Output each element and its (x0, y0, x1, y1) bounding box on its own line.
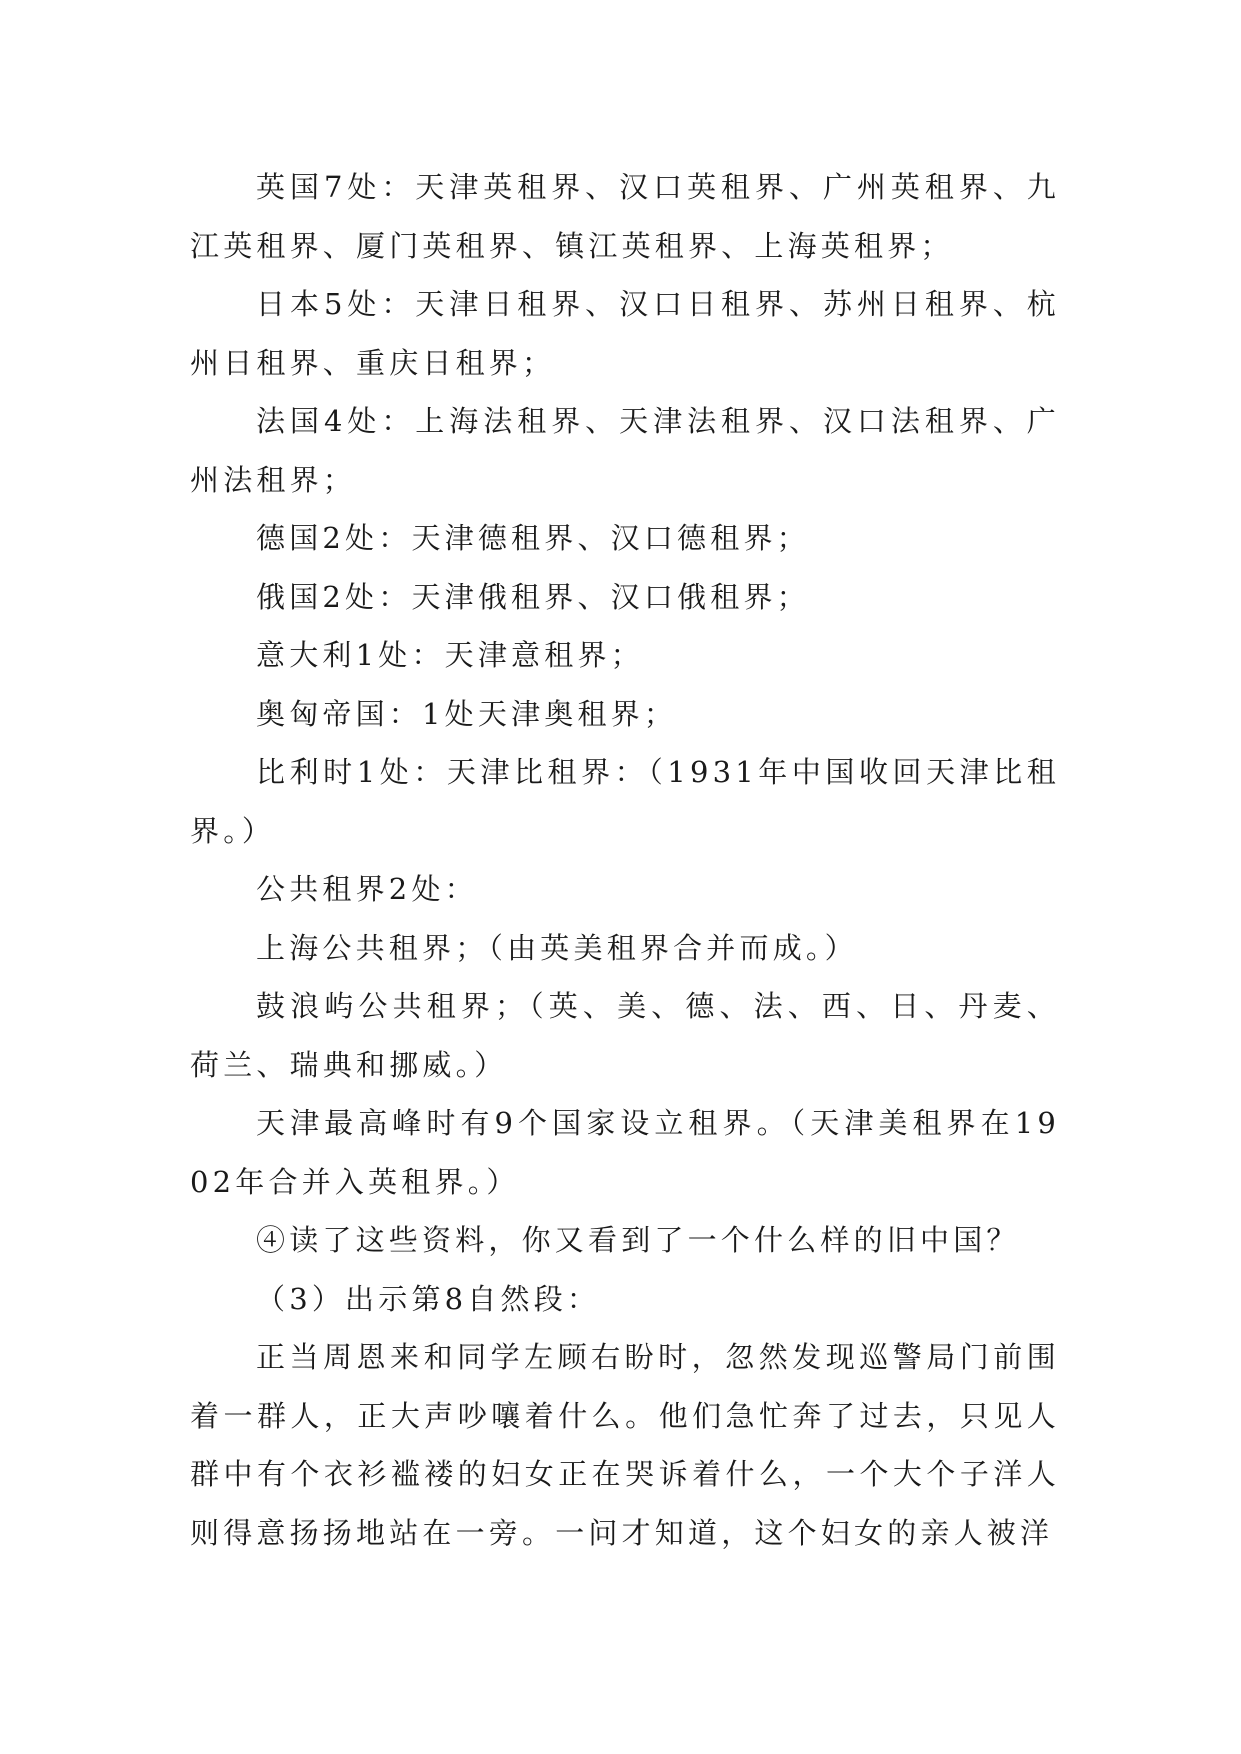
paragraph-italy: 意大利1处：天津意租界； (256, 638, 644, 672)
paragraph-question: ④读了这些资料，你又看到了一个什么样的旧中国？ (256, 1223, 1020, 1257)
paragraph-britain: 英国7处：天津英租界、汉口英租界、广州英租界、九江英租界、厦门英租界、镇江英租界、上海英租界； (190, 170, 1060, 263)
paragraph-story: 正当周恩来和同学左顾右盼时，忽然发现巡警局门前围着一群人，正大声吵嚷着什么。他们急忙奔了过去，只见人群中有个衣衫褴褛的妇女正在哭诉着什么，一个大个子洋人则得意扬扬地站在一旁。一问才知道，这个妇女的亲人被洋 (190, 1340, 1060, 1550)
paragraph-france: 法国4处：上海法租界、天津法租界、汉口法租界、广州法租界； (190, 404, 1060, 497)
paragraph-belgium: 比利时1处：天津比租界：（1931年中国收回天津比租界。） (190, 755, 1060, 848)
paragraph-japan: 日本5处：天津日租界、汉口日租界、苏州日租界、杭州日租界、重庆日租界； (190, 287, 1060, 380)
paragraph-public-concessions: 公共租界2处： (256, 872, 478, 906)
paragraph-austria-hungary: 奥匈帝国：1处天津奥租界； (256, 696, 678, 731)
paragraph-tianjin-peak: 天津最高峰时有9个国家设立租界。（天津美租界在1902年合并入英租界。） (190, 1106, 1060, 1199)
paragraph-russia: 俄国2处：天津俄租界、汉口俄租界； (256, 579, 810, 614)
paragraph-gulangyu-public: 鼓浪屿公共租界；（英、美、德、法、西、日、丹麦、荷兰、瑞典和挪威。） (190, 989, 1060, 1082)
document-body (190, 158, 1060, 1562)
paragraph-section-heading: （3）出示第8自然段： (256, 1281, 601, 1316)
paragraph-shanghai-public: 上海公共租界；（由英美租界合并而成。） (256, 930, 858, 965)
paragraph-germany: 德国2处：天津德租界、汉口德租界； (256, 521, 810, 555)
